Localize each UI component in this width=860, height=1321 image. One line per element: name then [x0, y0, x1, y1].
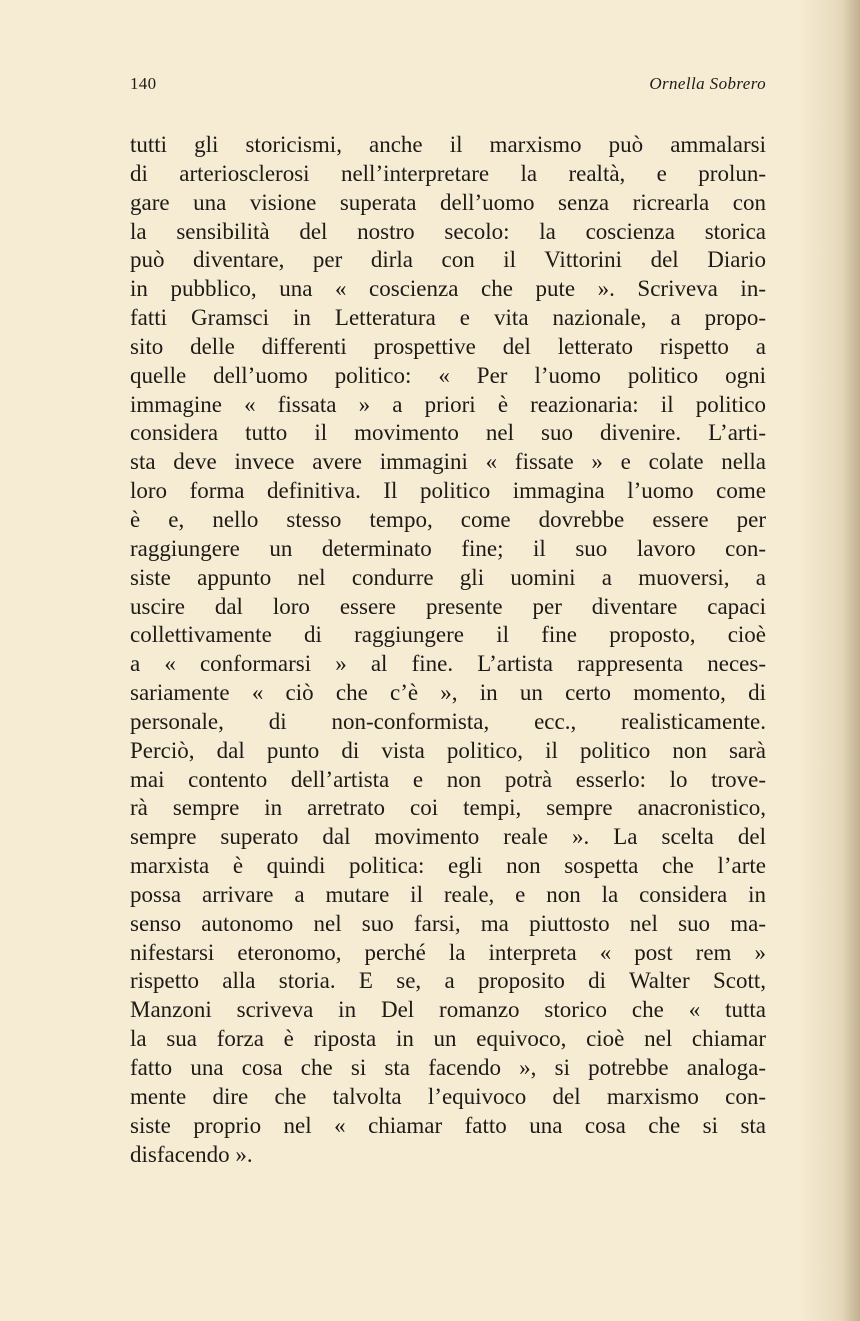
text-line: rà sempre in arretrato coi tempi, sempre anacronistico, [130, 795, 766, 821]
running-head-author: Ornella Sobrero [649, 74, 766, 93]
page-header [130, 74, 766, 102]
text-line: raggiungere un determinato fine; il suo lavoro con- [130, 535, 766, 561]
text-line: può diventare, per dirla con il Vittorini del Diario [130, 247, 766, 273]
text-line: siste proprio nel « chiamar fatto una cosa che si sta [130, 1112, 766, 1138]
text-line: immagine « fissata » a priori è reazionaria: il politico [130, 391, 766, 417]
text-line: Manzoni scriveva in Del romanzo storico che « tutta [130, 997, 766, 1023]
text-line: personale, di non-conformista, ecc., realisticamente. [130, 708, 766, 734]
text-line: Perciò, dal punto di vista politico, il politico non sarà [130, 737, 766, 763]
text-line: è e, nello stesso tempo, come dovrebbe essere per [130, 506, 766, 532]
text-line: gare una visione superata dell’uomo senza ricrearla con [130, 189, 766, 215]
text-line: possa arrivare a mutare il reale, e non la considera in [130, 881, 766, 907]
page-edge-shadow [842, 0, 860, 1321]
text-line: rispetto alla storia. E se, a proposito di Walter Scott, [130, 968, 766, 994]
text-line: senso autonomo nel suo farsi, ma piuttosto nel suo ma- [130, 910, 766, 936]
text-line: uscire dal loro essere presente per diventare capaci [130, 593, 766, 619]
text-line: sempre superato dal movimento reale ». La scelta del [130, 824, 766, 850]
text-line: siste appunto nel condurre gli uomini a muoversi, a [130, 564, 766, 590]
text-line: di arteriosclerosi nell’interpretare la realtà, e prolun- [130, 160, 766, 186]
text-line: sito delle differenti prospettive del letterato rispetto a [130, 333, 766, 359]
text-line: loro forma definitiva. Il politico immagina l’uomo come [130, 478, 766, 504]
text-line: nifestarsi eteronomo, perché la interpreta « post rem » [130, 939, 766, 965]
text-line: sariamente « ciò che c’è », in un certo momento, di [130, 680, 766, 706]
body-text [130, 131, 766, 1169]
text-line: la sua forza è riposta in un equivoco, cioè nel chiamar [130, 1026, 766, 1052]
text-line: marxista è quindi politica: egli non sospetta che l’arte [130, 853, 766, 879]
text-line: collettivamente di raggiungere il fine proposto, cioè [130, 622, 766, 648]
text-line: considera tutto il movimento nel suo divenire. L’arti- [130, 420, 766, 446]
text-line: a « conformarsi » al fine. L’artista rappresenta neces- [130, 651, 766, 677]
text-line: mente dire che talvolta l’equivoco del marxismo con- [130, 1083, 766, 1109]
text-line: in pubblico, una « coscienza che pute ». Scriveva in- [130, 276, 766, 302]
page-number: 140 [130, 74, 157, 93]
text-line: fatto una cosa che si sta facendo », si potrebbe analoga- [130, 1055, 766, 1080]
text-line: la sensibilità del nostro secolo: la coscienza storica [130, 218, 766, 244]
text-line: fatti Gramsci in Letteratura e vita nazionale, a propo- [130, 305, 766, 331]
text-line: mai contento dell’artista e non potrà esserlo: lo trove- [130, 766, 766, 792]
text-line: disfacendo ». [130, 1141, 253, 1167]
text-line: tutti gli storicismi, anche il marxismo può ammalarsi [130, 132, 766, 157]
text-line: quelle dell’uomo politico: « Per l’uomo politico ogni [130, 362, 766, 388]
text-line: sta deve invece avere immagini « fissate » e colate nella [130, 449, 766, 475]
